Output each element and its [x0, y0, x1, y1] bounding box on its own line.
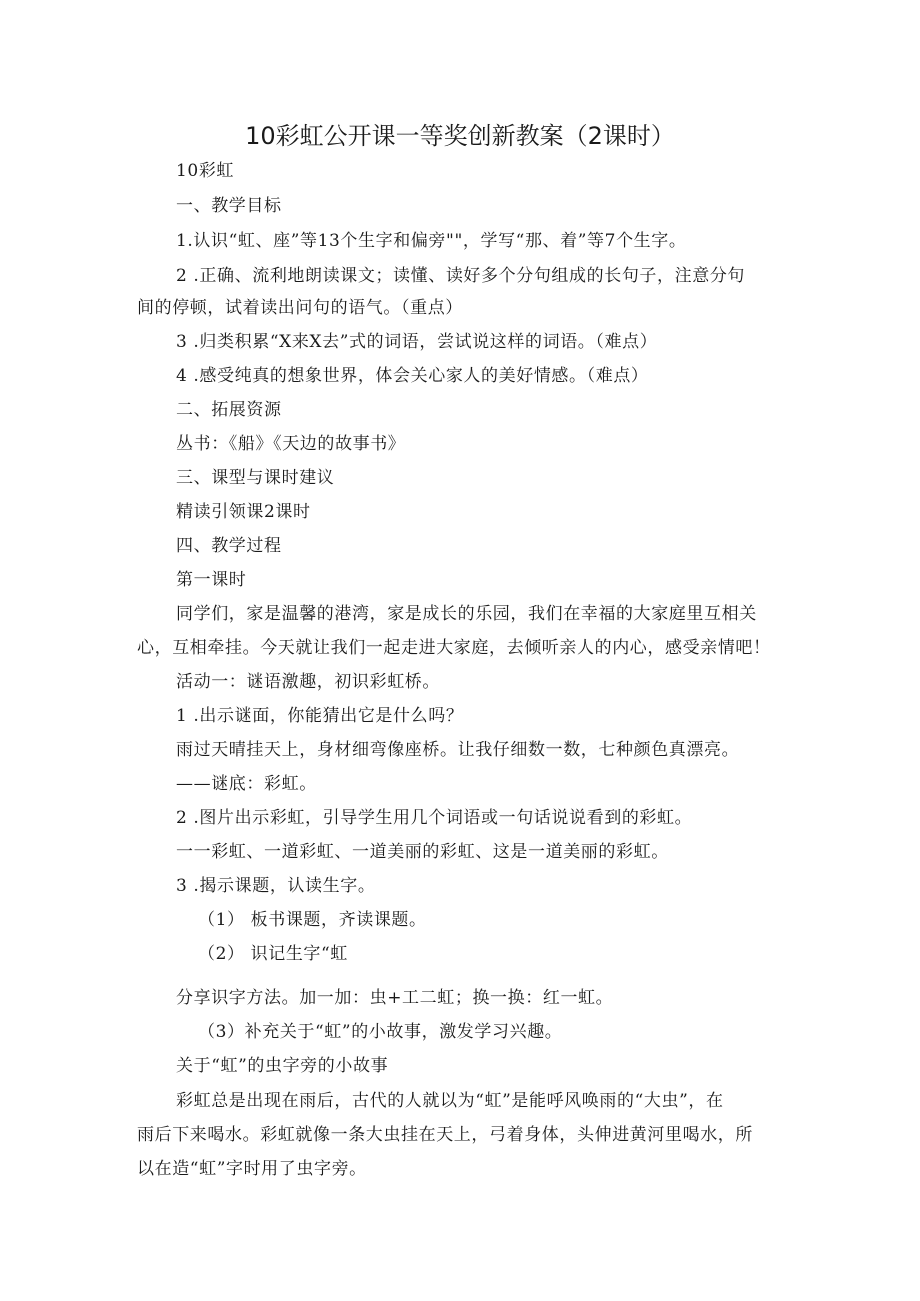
- story-heading: 关于“虹”的虫字旁的小故事: [176, 1056, 389, 1076]
- resources-books: 丛书：《船》《天边的故事书》: [176, 434, 406, 454]
- section-heading-resources: 二、拓展资源: [176, 400, 282, 420]
- section-heading-lesson-type: 三、课型与课时建议: [176, 468, 335, 488]
- story-line-3: 以在造“虹”字时用了虫字旁。: [137, 1159, 367, 1179]
- character-method: 分享识字方法。加一加：虫+工二虹；换一换：红一虹。: [176, 988, 614, 1008]
- objective-4: 4 .感受纯真的想象世界，体会关心家人的美好情感。（难点）: [176, 366, 649, 386]
- lesson-heading: 10彩虹: [176, 161, 235, 181]
- document-title: 10彩虹公开课一等奖创新教案（2课时）: [245, 122, 675, 150]
- objective-2-continued: 间的停顿，试着读出问句的语气。（重点）: [137, 298, 463, 318]
- activity-one-heading: 活动一：谜语激趣，初识彩虹桥。: [176, 672, 440, 692]
- section-heading-objectives: 一、教学目标: [176, 196, 282, 216]
- objective-3: 3 .归类积累“X来X去”式的词语，尝试说这样的词语。（难点）: [176, 332, 658, 352]
- step-3-sub-3: （3）补充关于“虹”的小故事，激发学习兴趣。: [198, 1022, 563, 1042]
- section-heading-process: 四、教学过程: [176, 536, 282, 556]
- riddle-answer: ——谜底：彩虹。: [176, 774, 317, 794]
- intro-paragraph-line-1: 同学们，家是温馨的港湾，家是成长的乐园，我们在幸福的大家庭里互相关: [176, 604, 757, 624]
- riddle-text: 雨过天晴挂天上，身材细弯像座桥。让我仔细数一数，七种颜色真漂亮。: [176, 740, 740, 760]
- story-line-1: 彩虹总是出现在雨后，古代的人就以为“虹”是能呼风唤雨的“大虫”，在: [176, 1091, 724, 1111]
- story-line-2: 雨后下来喝水。彩虹就像一条大虫挂在天上，弓着身体，头伸进黄河里喝水，所: [137, 1125, 753, 1145]
- step-3: 3 .揭示课题，认读生字。: [176, 876, 376, 896]
- first-period-heading: 第一课时: [176, 570, 247, 590]
- intro-paragraph-line-2: 心，互相牵挂。今天就让我们一起走进大家庭，去倾听亲人的内心，感受亲情吧！: [137, 638, 771, 658]
- step-3-sub-1: （1） 板书课题，齐读课题。: [198, 910, 427, 930]
- step-2: 2 .图片出示彩虹，引导学生用几个词语或一句话说说看到的彩虹。: [176, 808, 693, 828]
- lesson-type-detail: 精读引领课2课时: [176, 502, 311, 522]
- objective-1: 1.认识“虹、座”等13个生字和偏旁""，学写“那、着”等7个生字。: [176, 231, 687, 251]
- step-1: 1 .出示谜面，你能猜出它是什么吗？: [176, 706, 464, 726]
- step-3-sub-2: （2） 识记生字“虹: [198, 944, 348, 964]
- objective-2: 2 .正确、流利地朗读课文；读懂、读好多个分句组成的长句子，注意分句: [176, 266, 746, 286]
- step-2-examples: 一一彩虹、一道彩虹、一道美丽的彩虹、这是一道美丽的彩虹。: [176, 842, 669, 862]
